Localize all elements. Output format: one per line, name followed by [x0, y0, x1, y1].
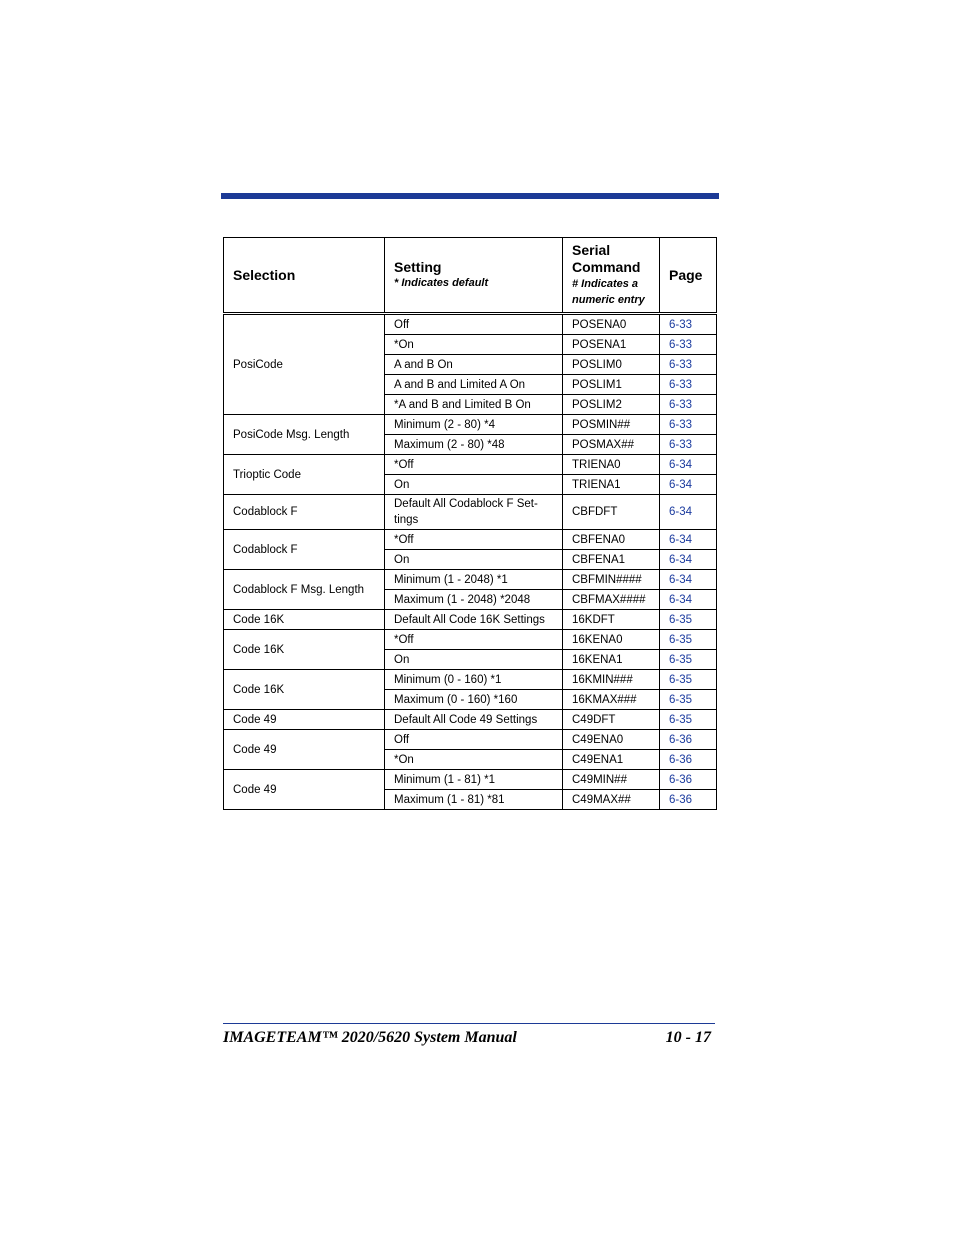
setting-cell: *On	[385, 335, 563, 355]
page-link[interactable]: 6-33	[660, 375, 717, 395]
setting-cell: A and B On	[385, 355, 563, 375]
footer-rule	[223, 1023, 715, 1024]
setting-cell: On	[385, 475, 563, 495]
command-cell: POSLIM0	[563, 355, 660, 375]
setting-cell: Minimum (2 - 80) *4	[385, 415, 563, 435]
page-link[interactable]: 6-36	[660, 730, 717, 750]
command-cell: CBFDFT	[563, 495, 660, 530]
page-link[interactable]: 6-35	[660, 610, 717, 630]
setting-cell: Default All Code 49 Settings	[385, 710, 563, 730]
setting-cell: Off	[385, 730, 563, 750]
table-row	[224, 630, 717, 650]
command-cell: C49ENA0	[563, 730, 660, 750]
command-cell: POSENA0	[563, 314, 660, 335]
setting-cell: Off	[385, 314, 563, 335]
selection-cell: PosiCode	[224, 314, 385, 415]
command-cell: C49DFT	[563, 710, 660, 730]
command-cell: 16KENA0	[563, 630, 660, 650]
selection-cell: Code 16K	[224, 610, 385, 630]
setting-cell: *On	[385, 750, 563, 770]
setting-cell: Default All Codablock F Set-tings	[385, 495, 563, 530]
page-link[interactable]: 6-34	[660, 475, 717, 495]
setting-cell: Maximum (1 - 81) *81	[385, 790, 563, 810]
page-link[interactable]: 6-35	[660, 630, 717, 650]
table-row	[224, 495, 717, 530]
setting-cell: Default All Code 16K Settings	[385, 610, 563, 630]
page-link[interactable]: 6-34	[660, 530, 717, 550]
setting-cell: On	[385, 650, 563, 670]
command-cell: POSENA1	[563, 335, 660, 355]
selection-cell: Codablock F	[224, 495, 385, 530]
page-link[interactable]: 6-33	[660, 355, 717, 375]
command-cell: POSLIM1	[563, 375, 660, 395]
command-cell: TRIENA1	[563, 475, 660, 495]
selection-cell: Codablock F	[224, 530, 385, 570]
selection-cell: Code 49	[224, 770, 385, 810]
page-link[interactable]: 6-33	[660, 435, 717, 455]
page-link[interactable]: 6-36	[660, 790, 717, 810]
table-row	[224, 455, 717, 475]
selection-cell: Code 49	[224, 730, 385, 770]
page-link[interactable]: 6-34	[660, 495, 717, 530]
page-link[interactable]: 6-33	[660, 415, 717, 435]
setting-cell: Maximum (2 - 80) *48	[385, 435, 563, 455]
page-link[interactable]: 6-34	[660, 570, 717, 590]
header-selection: Selection	[224, 238, 385, 314]
setting-cell: Minimum (1 - 2048) *1	[385, 570, 563, 590]
table-row	[224, 314, 717, 335]
command-cell: POSMIN##	[563, 415, 660, 435]
selection-cell: Code 49	[224, 710, 385, 730]
footer-page-number: 10 - 17	[665, 1029, 711, 1046]
table-row	[224, 770, 717, 790]
page-link[interactable]: 6-34	[660, 590, 717, 610]
setting-cell: *Off	[385, 630, 563, 650]
command-cell: C49MAX##	[563, 790, 660, 810]
setting-cell: Minimum (1 - 81) *1	[385, 770, 563, 790]
table-row	[224, 710, 717, 730]
page-link[interactable]: 6-34	[660, 455, 717, 475]
setting-cell: *A and B and Limited B On	[385, 395, 563, 415]
header-serial-note: # Indicates a numeric entry	[572, 278, 645, 306]
setting-cell: *Off	[385, 455, 563, 475]
command-cell: TRIENA0	[563, 455, 660, 475]
setting-cell: Maximum (0 - 160) *160	[385, 690, 563, 710]
command-cell: C49MIN##	[563, 770, 660, 790]
command-cell: CBFENA1	[563, 550, 660, 570]
setting-cell: Minimum (0 - 160) *1	[385, 670, 563, 690]
command-cell: CBFMAX####	[563, 590, 660, 610]
setting-cell: *Off	[385, 530, 563, 550]
page-link[interactable]: 6-35	[660, 710, 717, 730]
table-row	[224, 730, 717, 750]
command-cell: POSMAX##	[563, 435, 660, 455]
setting-cell: On	[385, 550, 563, 570]
header-setting: Setting * Indicates default	[385, 238, 563, 314]
selection-cell: Codablock F Msg. Length	[224, 570, 385, 610]
command-cell: CBFENA0	[563, 530, 660, 550]
selection-cell: Code 16K	[224, 670, 385, 710]
footer-manual-title: IMAGETEAM™ 2020/5620 System Manual	[223, 1029, 517, 1046]
page-link[interactable]: 6-35	[660, 670, 717, 690]
selection-cell: Code 16K	[224, 630, 385, 670]
table-header-row	[224, 238, 717, 314]
command-cell: C49ENA1	[563, 750, 660, 770]
page-link[interactable]: 6-36	[660, 750, 717, 770]
setting-cell: Maximum (1 - 2048) *2048	[385, 590, 563, 610]
table-row	[224, 530, 717, 550]
setting-cell: A and B and Limited A On	[385, 375, 563, 395]
command-cell: CBFMIN####	[563, 570, 660, 590]
table-row	[224, 610, 717, 630]
page-link[interactable]: 6-35	[660, 650, 717, 670]
table-row	[224, 670, 717, 690]
page-link[interactable]: 6-35	[660, 690, 717, 710]
table-row	[224, 415, 717, 435]
command-cell: 16KENA1	[563, 650, 660, 670]
serial-command-table	[223, 237, 717, 810]
command-cell: POSLIM2	[563, 395, 660, 415]
table-row	[224, 570, 717, 590]
command-cell: 16KMAX###	[563, 690, 660, 710]
header-serial-command: Serial Command # Indicates a numeric entry	[563, 238, 660, 314]
top-rule	[221, 193, 719, 199]
page-link[interactable]: 6-33	[660, 335, 717, 355]
selection-cell: PosiCode Msg. Length	[224, 415, 385, 455]
page-link[interactable]: 6-33	[660, 395, 717, 415]
command-cell: 16KMIN###	[563, 670, 660, 690]
header-setting-note: * Indicates default	[394, 277, 489, 289]
page-link[interactable]: 6-36	[660, 770, 717, 790]
header-page: Page	[660, 238, 717, 314]
selection-cell: Trioptic Code	[224, 455, 385, 495]
page-link[interactable]: 6-34	[660, 550, 717, 570]
page-link[interactable]: 6-33	[660, 314, 717, 335]
command-cell: 16KDFT	[563, 610, 660, 630]
